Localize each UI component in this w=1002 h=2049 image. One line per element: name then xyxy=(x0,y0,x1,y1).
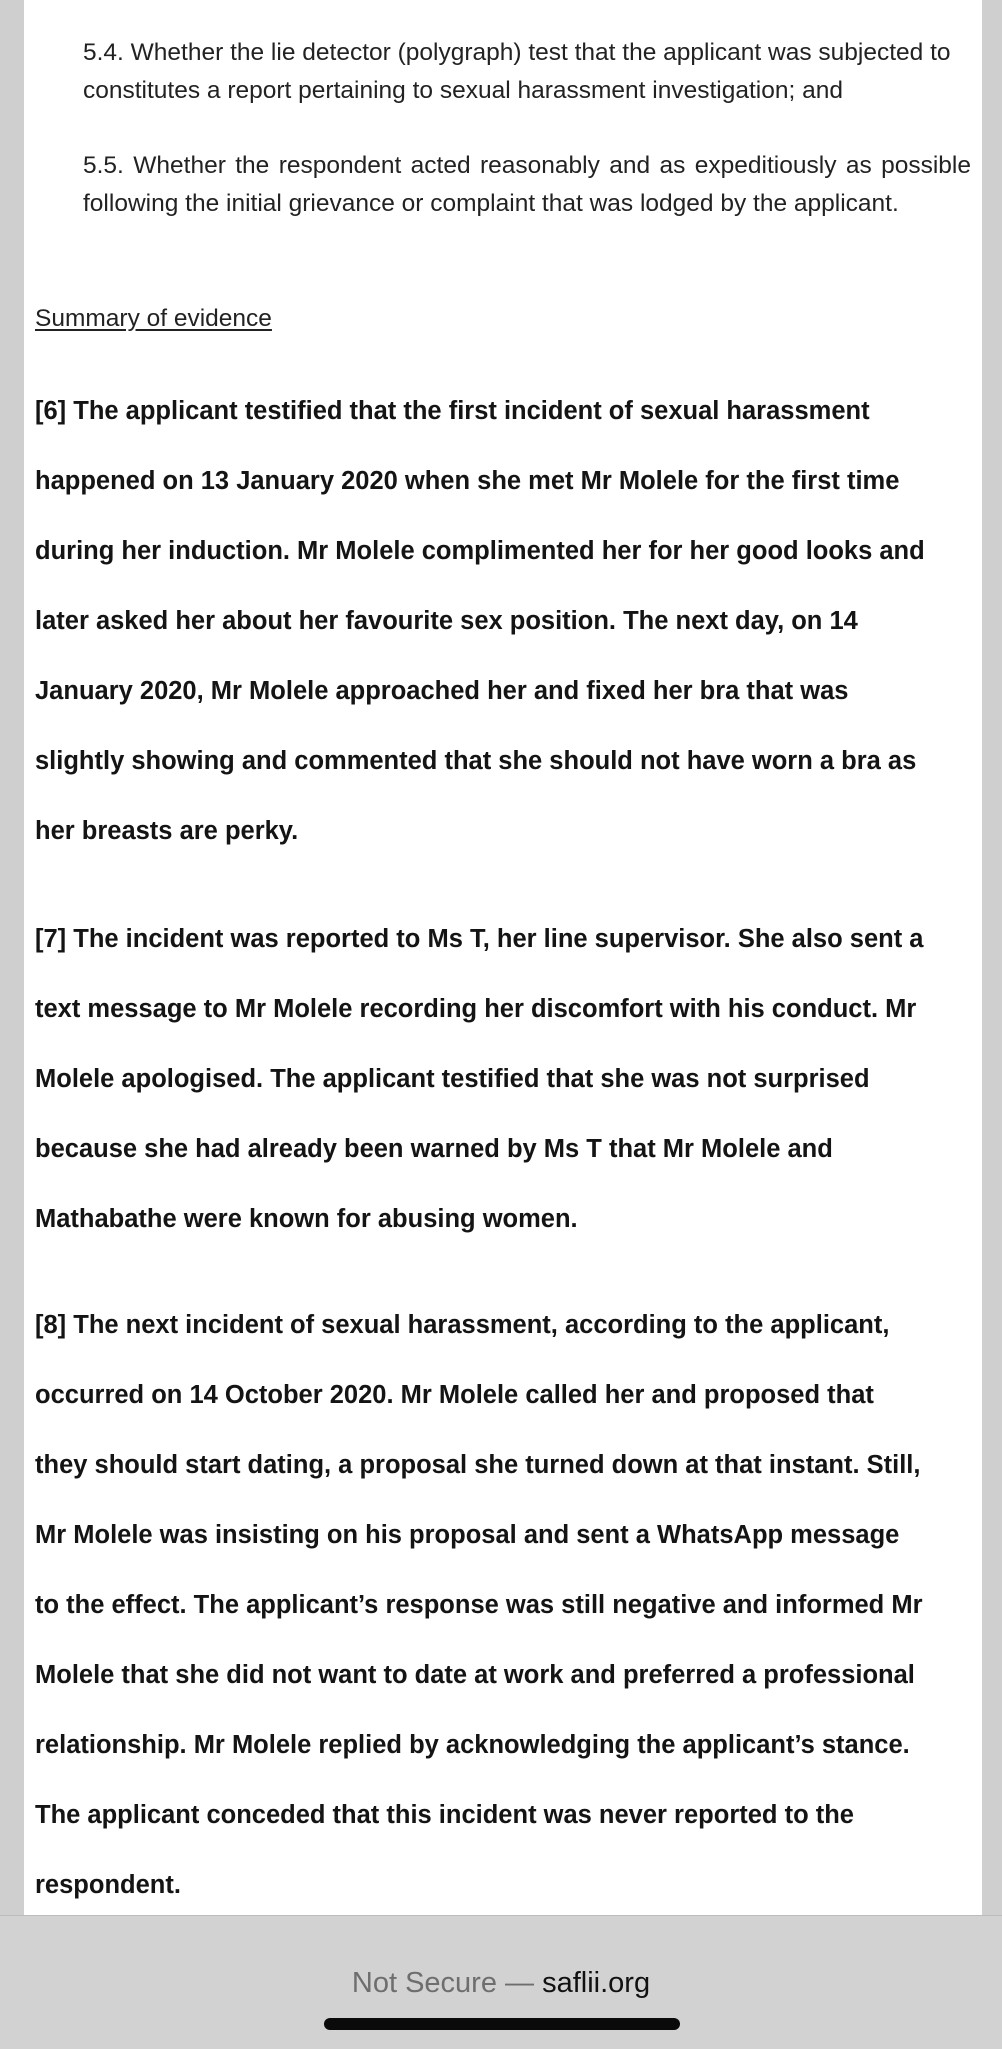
url-display[interactable] xyxy=(0,1966,1002,2000)
text-line: text message to Mr Molele recording her discomfort with his conduct. Mr xyxy=(35,995,917,1023)
browser-address-bar[interactable] xyxy=(0,1915,1002,2049)
home-indicator[interactable] xyxy=(324,2018,680,2030)
text-line: Mr Molele was insisting on his proposal and sent a WhatsApp message xyxy=(35,1521,900,1549)
text-line: The applicant conceded that this incident was never reported to the xyxy=(35,1801,854,1829)
text-line: Molele that she did not want to date at work and preferred a professional xyxy=(35,1661,915,1689)
text-line: respondent. xyxy=(35,1871,181,1899)
text-line: [6] The applicant testified that the first incident of sexual harassment xyxy=(35,397,870,425)
text-line: happened on 13 January 2020 when she met Mr Molele for the first time xyxy=(35,467,900,495)
text-line: relationship. Mr Molele replied by acknowledging the applicant’s stance. xyxy=(35,1731,910,1759)
domain-label: saflii.org xyxy=(542,1967,651,1999)
text-line: Mathabathe were known for abusing women. xyxy=(35,1205,578,1233)
security-label: Not Secure — xyxy=(351,1967,535,1999)
text-line: [8] The next incident of sexual harassment, according to the applicant, xyxy=(35,1311,890,1339)
text-line: slightly showing and commented that she should not have worn a bra as xyxy=(35,747,917,775)
section-heading: Summary of evidence xyxy=(35,305,272,332)
text-line: later asked her about her favourite sex position. The next day, on 14 xyxy=(35,607,858,635)
paragraph-5-5: 5.5. Whether the respondent acted reasonably and as expeditiously as possible following the initial grievance or complaint that was lodged by the applicant. xyxy=(83,152,971,217)
text-line: Molele apologised. The applicant testified that she was not surprised xyxy=(35,1065,870,1093)
paragraph-6 xyxy=(35,396,980,886)
document-page xyxy=(24,0,982,1915)
paragraph-7 xyxy=(35,924,980,1274)
text-line: [7] The incident was reported to Ms T, her line supervisor. She also sent a xyxy=(35,925,924,953)
paragraph-8 xyxy=(35,1310,980,1915)
text-line: they should start dating, a proposal she turned down at that instant. Still, xyxy=(35,1451,921,1479)
paragraph-5-4: 5.4. Whether the lie detector (polygraph) test that the applicant was subjected to constitutes a report pertaining to sexual harassment investigation; and xyxy=(83,39,951,104)
text-line: her breasts are perky. xyxy=(35,817,299,845)
text-line: occurred on 14 October 2020. Mr Molele called her and proposed that xyxy=(35,1381,874,1409)
text-line: because she had already been warned by Ms T that Mr Molele and xyxy=(35,1135,833,1163)
text-line: January 2020, Mr Molele approached her and fixed her bra that was xyxy=(35,677,849,705)
text-line: to the effect. The applicant’s response was still negative and informed Mr xyxy=(35,1591,923,1619)
text-line: during her induction. Mr Molele complimented her for her good looks and xyxy=(35,537,925,565)
